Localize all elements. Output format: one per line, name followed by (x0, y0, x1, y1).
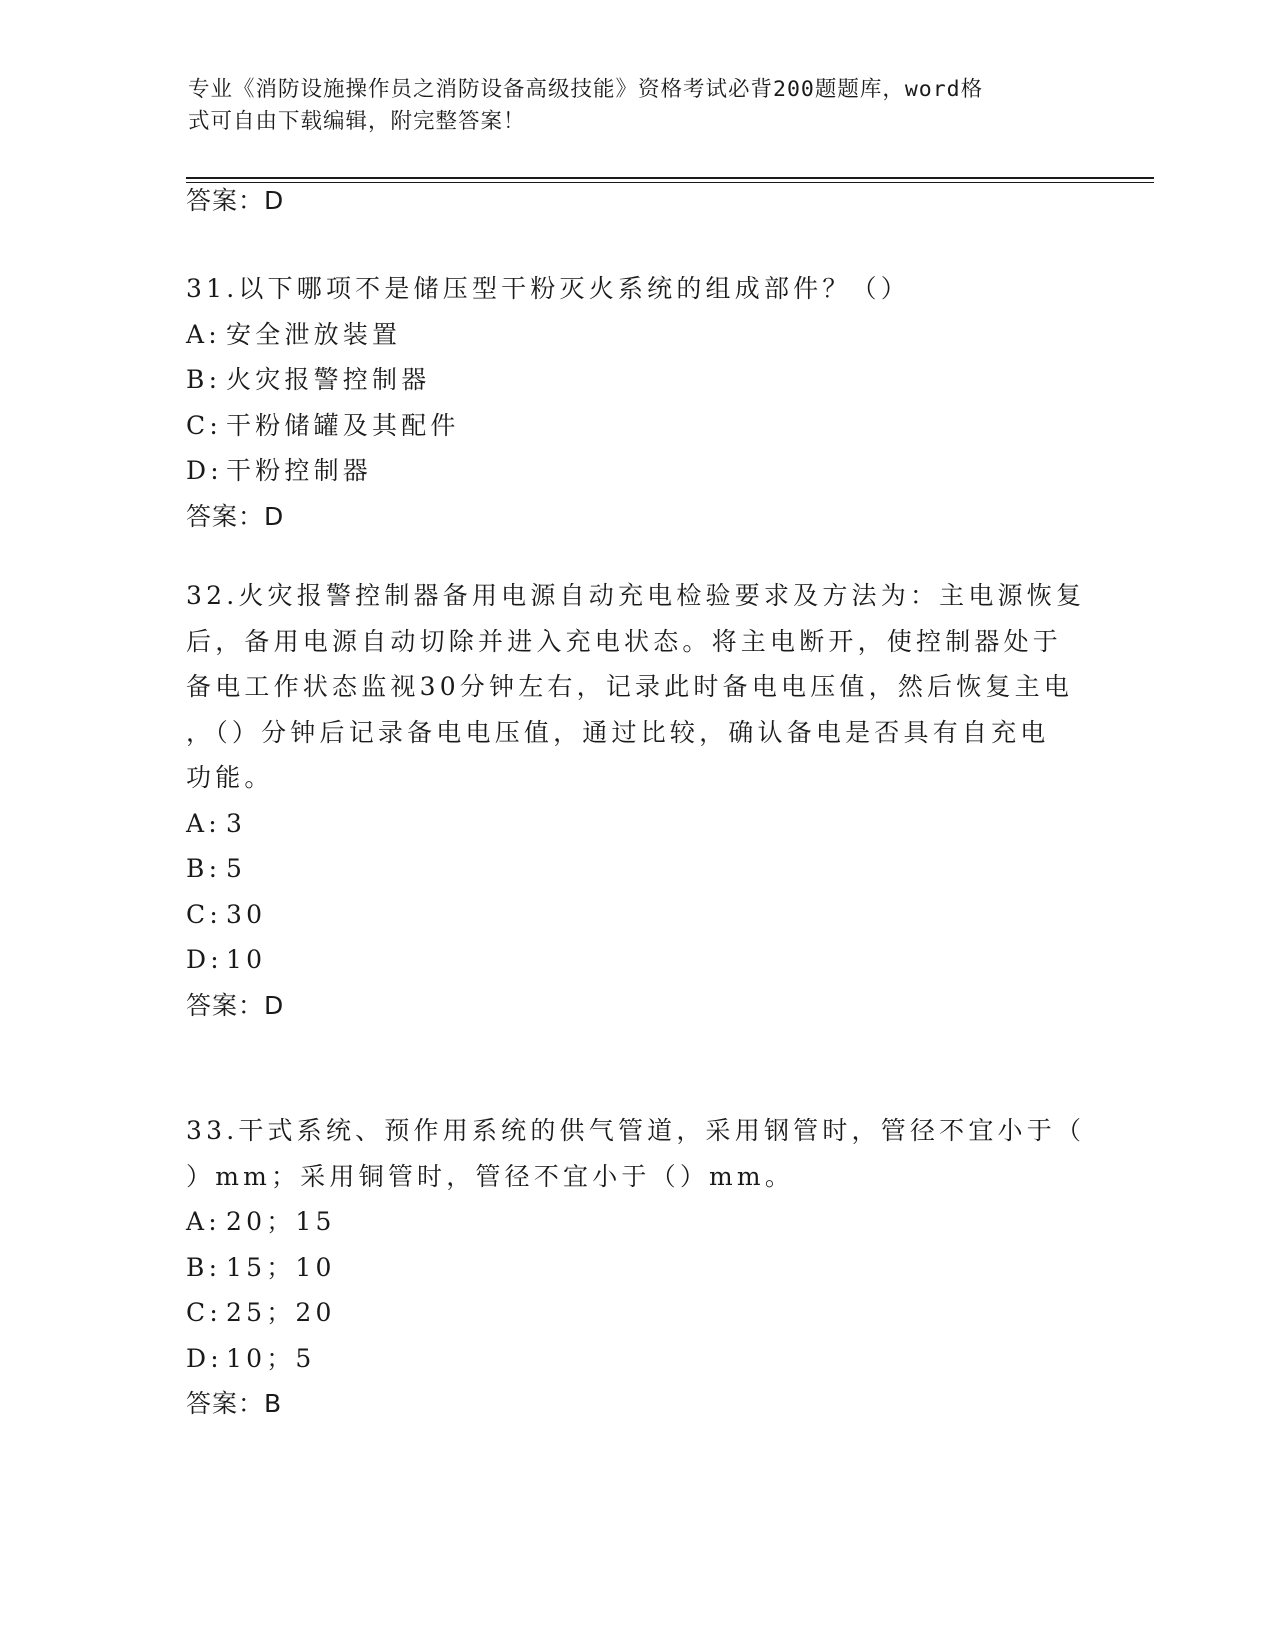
option-text: 5 (226, 854, 247, 883)
question-31 (186, 266, 1086, 539)
option-text: 安全泄放装置 (226, 319, 402, 349)
option-c (186, 1290, 1086, 1336)
option-a (186, 312, 1086, 358)
option-a (186, 1199, 1086, 1245)
option-key: A: (186, 319, 221, 349)
question-text-line: 备电工作状态监视30分钟左右，记录此时备电电压值，然后恢复主电 (186, 672, 1074, 701)
question-text-line: ，（）分钟后记录备电电压值，通过比较，确认备电是否具有自充电 (186, 717, 1050, 747)
question-text-line: 31.以下哪项不是储压型干粉灭火系统的组成部件？（） (186, 274, 910, 303)
option-d (186, 1336, 1086, 1382)
question-33 (186, 1108, 1086, 1426)
option-b (186, 846, 1086, 892)
question-text-line: ）mm；采用铜管时，管径不宜小于（）mm。 (186, 1161, 795, 1191)
answer-label: 答案：D (186, 501, 285, 531)
option-key: C: (186, 410, 222, 440)
option-b (186, 357, 1086, 403)
question-text-line: 32.火灾报警控制器备用电源自动充电检验要求及方法为：主电源恢复 (186, 581, 1086, 610)
answer-label: 答案：D (186, 990, 285, 1020)
option-key: B: (186, 1252, 222, 1282)
option-key: D: (186, 1343, 223, 1373)
option-key: A: (186, 1207, 221, 1236)
option-text: 10 (226, 945, 267, 974)
option-b (186, 1245, 1086, 1291)
option-key: C: (186, 1298, 222, 1327)
option-text: 干粉控制器 (226, 456, 373, 485)
option-text: 干粉储罐及其配件 (226, 410, 460, 440)
option-d (186, 937, 1086, 983)
option-text: 30 (226, 899, 267, 929)
option-c (186, 892, 1086, 938)
header-divider-thick (186, 177, 1154, 179)
option-key: A: (186, 808, 221, 838)
question-text-line: 33.干式系统、预作用系统的供气管道，采用钢管时，管径不宜小于（ (186, 1116, 1086, 1145)
option-text: 15；10 (226, 1252, 336, 1282)
option-text: 火灾报警控制器 (226, 365, 431, 394)
option-key: B: (186, 365, 222, 394)
question-32 (186, 573, 1086, 1028)
option-a (186, 801, 1086, 847)
header-divider-thin (186, 182, 1154, 183)
option-text: 20；15 (226, 1207, 336, 1236)
previous-question-answer: 答案：D (186, 186, 285, 215)
document-header (188, 74, 1068, 138)
option-key: D: (186, 456, 223, 485)
option-c (186, 403, 1086, 449)
option-key: B: (186, 854, 222, 883)
option-key: C: (186, 899, 222, 929)
answer-label: 答案：B (186, 1389, 283, 1418)
option-d (186, 448, 1086, 494)
option-text: 25；20 (226, 1298, 336, 1327)
option-text: 3 (226, 808, 247, 838)
option-key: D: (186, 945, 223, 974)
header-line-1: 专业《消防设施操作员之消防设备高级技能》资格考试必背200题题库，word格 (188, 77, 984, 102)
question-text-line: 后，备用电源自动切除并进入充电状态。将主电断开，使控制器处于 (186, 626, 1063, 656)
option-text: 10；5 (226, 1343, 316, 1373)
question-text-line: 功能。 (186, 763, 274, 792)
header-line-2: 式可自由下载编辑，附完整答案！ (188, 109, 526, 134)
